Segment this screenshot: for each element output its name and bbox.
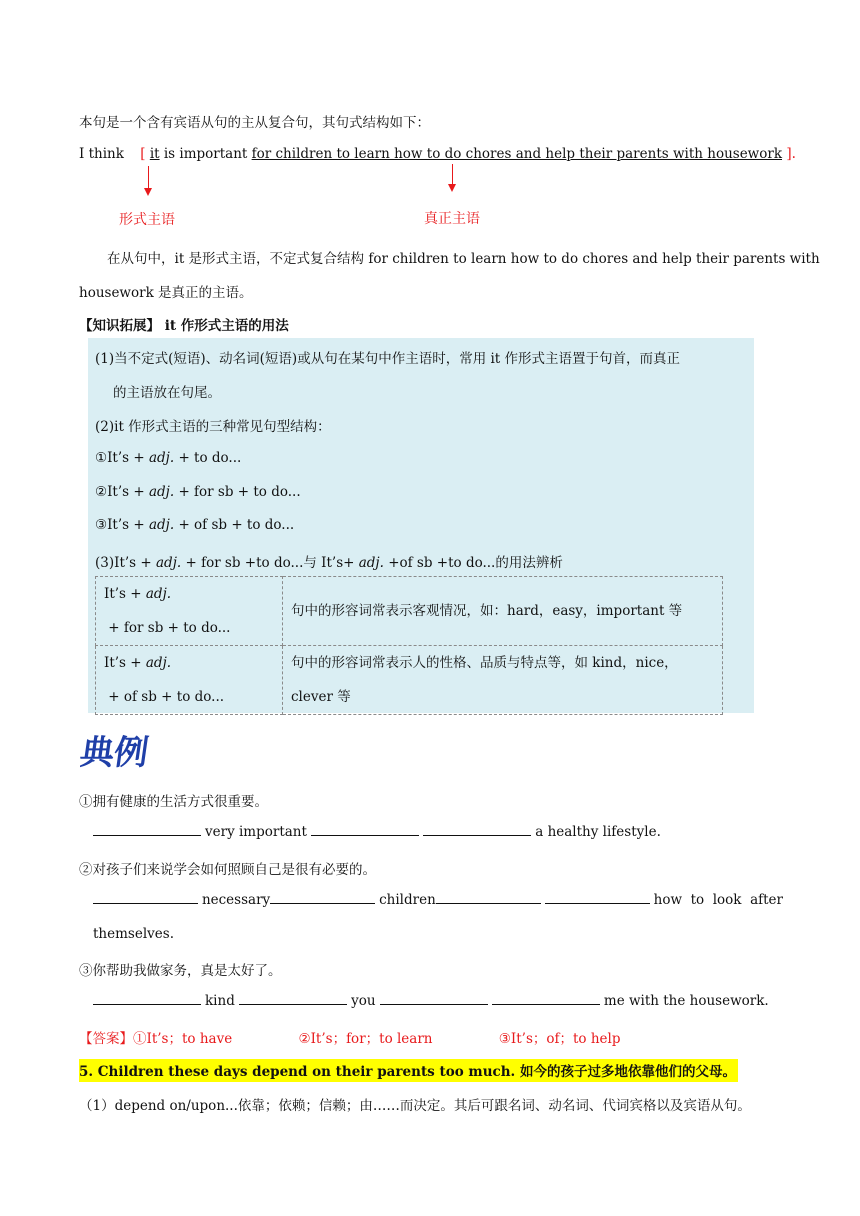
pattern-1-post: + to do...: [174, 450, 242, 466]
q1-english: [93, 824, 661, 840]
pattern-2-post: + for sb + to do...: [174, 484, 301, 500]
row2-right-line-2: clever 等: [291, 689, 351, 705]
row1-left-post: + for sb + to do...: [104, 620, 231, 636]
sentence-mid: is important: [159, 146, 252, 162]
q3-blank-3[interactable]: [380, 1003, 488, 1005]
section5-title-en: 5. Children these days depend on their parents too much.: [79, 1064, 516, 1080]
pattern-1-adj: adj.: [148, 450, 175, 466]
q3-blank-4[interactable]: [492, 1003, 600, 1005]
q1-blank-3[interactable]: [423, 834, 531, 836]
formal-subject-it: it: [149, 146, 160, 162]
row1-left-adj: adj.: [145, 586, 172, 602]
q2-blank-2[interactable]: [270, 902, 375, 904]
table-row: [96, 646, 723, 715]
pattern-1-pre: ①It’s +: [95, 450, 149, 466]
section5-title-cn: 如今的孩子过多地依靠他们的父母。: [519, 1064, 736, 1080]
q2-word-1: necessary: [201, 892, 271, 908]
pattern-3-adj: adj.: [148, 517, 175, 533]
row2-left-post: + of sb + to do...: [104, 689, 225, 705]
answer-3: ③It’s；of；to help: [498, 1031, 621, 1047]
knowledge-p1-line1: (1)当不定式(短语)、动名词(短语)或从句在某句中作主语时，常用 it 作形式主语置于句首，而真正: [95, 351, 681, 367]
q2-blank-3[interactable]: [436, 902, 541, 904]
p3-post: +of sb +to do...的用法辨析: [383, 555, 563, 571]
example-logo: [80, 726, 170, 780]
knowledge-p1-line2: 的主语放在句尾。: [113, 385, 221, 401]
example-sentence: [79, 146, 796, 162]
q2-english-cont: themselves.: [93, 926, 174, 942]
p3-adj-1: adj.: [156, 555, 182, 571]
p3-mid: + for sb +to do...与 It’s+: [181, 555, 359, 571]
q1-blank-2[interactable]: [311, 834, 419, 836]
q3-word-3: me with the housework.: [603, 993, 769, 1009]
pattern-1: [95, 450, 241, 466]
q2-blank-1[interactable]: [93, 902, 198, 904]
bracket-open: [: [140, 146, 146, 162]
label-real-subject: 真正主语: [424, 211, 480, 227]
arrow-real-subject-icon: [452, 164, 453, 186]
table-row: [96, 577, 723, 646]
answer-2: ②It’s；for；to learn: [298, 1031, 433, 1047]
q3-blank-1[interactable]: [93, 1003, 201, 1005]
knowledge-p3: [95, 551, 563, 571]
explanation-line-1: 在从句中，it 是形式主语，不定式复合结构 for children to learn how to do chores and help their parents with: [107, 251, 820, 267]
table-cell-desc-of: [283, 646, 723, 715]
q2-blank-4[interactable]: [545, 902, 650, 904]
q3-chinese: ③你帮助我做家务，真是太好了。: [79, 963, 282, 979]
pattern-3: [95, 517, 294, 533]
table-cell-pattern-of: [96, 646, 283, 715]
arrow-formal-subject-icon: [148, 166, 149, 190]
answer-1: ①It’s；to have: [133, 1031, 233, 1047]
q2-chinese: ②对孩子们来说学会如何照顾自己是很有必要的。: [79, 862, 376, 878]
q3-word-2: you: [351, 993, 376, 1009]
sentence-lead: I think: [79, 146, 124, 162]
comparison-table: [95, 576, 723, 715]
knowledge-p2: (2)it 作形式主语的三种常见句型结构：: [95, 419, 331, 435]
section5-title: [79, 1059, 738, 1082]
label-formal-subject: 形式主语: [119, 212, 175, 228]
q1-word-1: very important: [205, 824, 307, 840]
row2-right-line-1: 句中的形容词常表示人的性格、品质与特点等，如 kind，nice，: [291, 655, 678, 671]
table-cell-pattern-for: [96, 577, 283, 646]
example-logo-icon: [80, 726, 170, 776]
answer-label: 【答案】: [79, 1031, 133, 1047]
real-subject-phrase: for children to learn how to do chores and help their parents with housework: [251, 146, 783, 162]
knowledge-heading: 【知识拓展】 it 作形式主语的用法: [79, 318, 289, 334]
pattern-2: [95, 484, 301, 500]
answer-line: [79, 1027, 621, 1047]
pattern-3-pre: ③It’s +: [95, 517, 149, 533]
pattern-2-pre: ②It’s +: [95, 484, 149, 500]
p3-adj-2: adj.: [358, 555, 384, 571]
bracket-close: ].: [786, 146, 796, 162]
logo-text: 典例: [80, 733, 151, 773]
q3-english: [93, 993, 769, 1009]
table-cell-desc-for: 句中的形容词常表示客观情况，如：hard，easy，important 等: [283, 577, 723, 646]
q1-chinese: ①拥有健康的生活方式很重要。: [79, 794, 268, 810]
q3-blank-2[interactable]: [239, 1003, 347, 1005]
p3-pre: (3)It’s +: [95, 555, 156, 571]
row1-left-pre: It’s +: [104, 586, 146, 602]
q2-word-3: how to look after: [653, 892, 783, 908]
q2-word-2: children: [379, 892, 436, 908]
q1-blank-1[interactable]: [93, 834, 201, 836]
explanation-line-2: housework 是真正的主语。: [79, 285, 253, 301]
section5-note: （1）depend on/upon...依靠；依赖；信赖；由……而决定。其后可跟名词、动名词、代词宾格以及宾语从句。: [79, 1098, 751, 1114]
q1-word-2: a healthy lifestyle.: [535, 824, 661, 840]
q2-english: [93, 892, 783, 908]
row2-left-adj: adj.: [145, 655, 172, 671]
q3-word-1: kind: [205, 993, 235, 1009]
pattern-2-adj: adj.: [148, 484, 175, 500]
intro-text: 本句是一个含有宾语从句的主从复合句，其句式结构如下：: [79, 115, 430, 131]
pattern-3-post: + of sb + to do...: [174, 517, 295, 533]
row2-left-pre: It’s +: [104, 655, 146, 671]
